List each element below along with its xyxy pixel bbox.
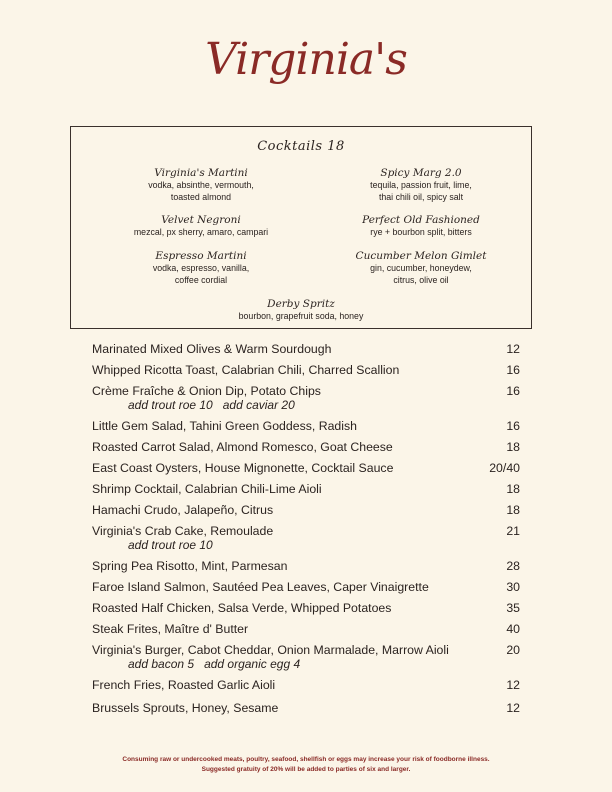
menu-item-price: 12 (506, 342, 520, 356)
cocktail-description: gin, cucumber, honeydew, (370, 263, 472, 273)
menu-item-price: 35 (506, 601, 520, 615)
menu-item-name: Roasted Half Chicken, Salsa Verde, Whipped Potatoes (92, 601, 392, 615)
menu-item-name: Brussels Sprouts, Honey, Sesame (92, 701, 279, 715)
menu-item-name: Shrimp Cocktail, Calabrian Chili-Lime Aioli (92, 482, 322, 496)
cocktail-description: vodka, espresso, vanilla, (152, 263, 250, 273)
menu-item-price: 18 (506, 482, 520, 496)
menu-item-name: Hamachi Crudo, Jalapeño, Citrus (92, 503, 274, 517)
cocktail-description: citrus, olive oil (393, 274, 449, 285)
disclaimer-foodborne: Consuming raw or undercooked meats, poultry, seafood, shellfish or eggs may increase your risk of foodborne illness. (122, 756, 490, 763)
menu-item-name: Whipped Ricotta Toast, Calabrian Chili, Charred Scallion (92, 363, 400, 377)
menu-item-price: 18 (506, 503, 520, 517)
cocktail-description: tequila, passion fruit, lime, (370, 180, 472, 190)
cocktail-item (201, 298, 401, 323)
menu-item-name: Marinated Mixed Olives & Warm Sourdough (92, 342, 332, 356)
menu-item-addon: add organic egg 4 (204, 657, 301, 671)
cocktail-name: Derby Spritz (267, 298, 335, 310)
disclaimer-gratuity: Suggested gratuity of 20% will be added to parties of six and larger. (201, 766, 411, 773)
menu-item-name: French Fries, Roasted Garlic Aioli (92, 678, 276, 692)
menu-item-name: Roasted Carrot Salad, Almond Romesco, Goat Cheese (92, 440, 393, 454)
cocktail-item (321, 250, 521, 286)
cocktail-name: Spicy Marg 2.0 (380, 167, 462, 179)
menu-item-price: 40 (506, 622, 520, 636)
menu-item-price: 28 (506, 559, 520, 573)
cocktail-item (321, 167, 521, 203)
cocktail-description: coffee cordial (174, 274, 228, 285)
cocktail-description: vodka, absinthe, vermouth, (148, 180, 254, 190)
menu-item-price: 16 (506, 419, 520, 433)
menu-item-addons (128, 398, 305, 412)
menu-item-addon: add bacon 5 (128, 657, 195, 671)
menu-item-price: 16 (506, 363, 520, 377)
menu-item-addon: add trout roe 10 (128, 398, 213, 412)
cocktail-description: thai chili oil, spicy salt (378, 191, 464, 202)
cocktail-item (101, 214, 301, 239)
menu-item-name: Crème Fraîche & Onion Dip, Potato Chips (92, 384, 321, 398)
menu-item-name: Spring Pea Risotto, Mint, Parmesan (92, 559, 288, 573)
menu-item-name: Virginia's Burger, Cabot Cheddar, Onion Marmalade, Marrow Aioli (92, 643, 449, 657)
menu-item-name: Virginia's Crab Cake, Remoulade (92, 524, 274, 538)
menu-item-price: 12 (506, 701, 520, 715)
cocktail-description: bourbon, grapefruit soda, honey (238, 311, 364, 321)
cocktail-item (321, 214, 521, 239)
menu-item-name: Faroe Island Salmon, Sautéed Pea Leaves, Caper Vinaigrette (92, 580, 429, 594)
menu-item-addon: add caviar 20 (222, 398, 295, 412)
menu-item-name: Little Gem Salad, Tahini Green Goddess, Radish (92, 419, 357, 433)
menu-item-price: 30 (506, 580, 520, 594)
cocktail-name: Cucumber Melon Gimlet (355, 250, 487, 262)
menu-item-name: Steak Frites, Maître d' Butter (92, 622, 249, 636)
cocktail-name: Espresso Martini (155, 250, 247, 262)
cocktail-item (101, 167, 301, 203)
cocktail-section-title: Cocktails 18 (257, 139, 345, 154)
menu-item-price: 20 (506, 643, 520, 657)
menu-item-addons (128, 538, 223, 552)
cocktail-item (101, 250, 301, 286)
menu-item-addon: add trout roe 10 (128, 538, 213, 552)
menu-item-price: 20/40 (489, 461, 520, 475)
cocktail-name: Velvet Negroni (161, 214, 241, 226)
menu-item-price: 12 (506, 678, 520, 692)
menu-item-price: 21 (506, 524, 520, 538)
menu-item-price: 18 (506, 440, 520, 454)
menu-item-addons (128, 657, 310, 671)
cocktail-description: rye + bourbon split, bitters (370, 227, 472, 237)
cocktail-description: mezcal, px sherry, amaro, campari (133, 227, 269, 237)
menu-item-price: 16 (506, 384, 520, 398)
cocktail-description: toasted almond (170, 191, 232, 202)
cocktail-name: Perfect Old Fashioned (362, 214, 480, 226)
restaurant-logo: Virginia's (205, 34, 407, 85)
cocktail-name: Virginia's Martini (154, 167, 248, 179)
menu-item-name: East Coast Oysters, House Mignonette, Cocktail Sauce (92, 461, 394, 475)
cocktail-section (70, 126, 532, 329)
